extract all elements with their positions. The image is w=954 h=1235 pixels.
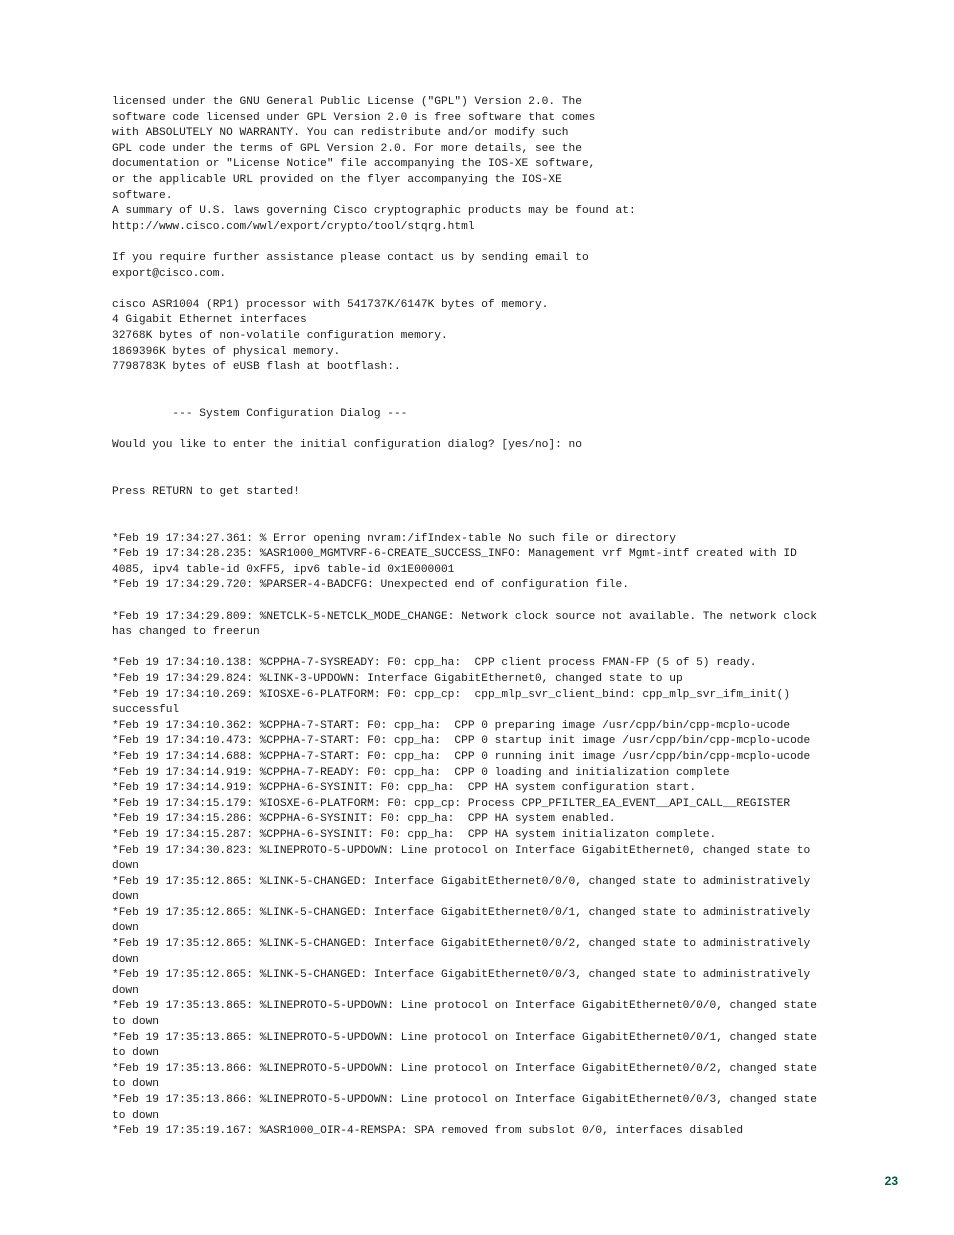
console-output-block <box>112 95 902 1140</box>
console-line: down <box>112 984 139 997</box>
console-line: licensed under the GNU General Public License ("GPL") Version 2.0. The <box>112 96 582 108</box>
console-line: software code licensed under GPL Version 2.0 is free software that comes <box>112 111 596 124</box>
console-line: *Feb 19 17:34:14.919: %CPPHA-7-READY: F0: cpp_ha: CPP 0 loading and initialization complete <box>112 766 730 779</box>
console-line <box>112 235 902 251</box>
console-line: A summary of U.S. laws governing Cisco cryptographic products may be found at: <box>112 205 636 218</box>
console-line: *Feb 19 17:35:12.865: %LINK-5-CHANGED: Interface GigabitEthernet0/0/3, changed state to administratively <box>112 969 811 982</box>
console-line: documentation or "License Notice" file accompanying the IOS-XE software, <box>112 158 596 171</box>
console-line: *Feb 19 17:34:14.919: %CPPHA-6-SYSINIT: F0: cpp_ha: CPP HA system configuration start. <box>112 782 697 795</box>
console-line: down <box>112 953 139 966</box>
console-line <box>112 422 902 438</box>
console-line: *Feb 19 17:34:10.269: %IOSXE-6-PLATFORM: F0: cpp_cp: cpp_mlp_svr_client_bind: cpp_mlp_svr_ifm_init() <box>112 688 791 701</box>
console-line: *Feb 19 17:35:12.865: %LINK-5-CHANGED: Interface GigabitEthernet0/0/0, changed state to administratively <box>112 875 811 888</box>
console-line: Would you like to enter the initial configuration dialog? [yes/no]: no <box>112 439 582 452</box>
console-line: --- System Configuration Dialog --- <box>112 407 408 420</box>
console-line <box>112 454 902 470</box>
console-line: *Feb 19 17:35:12.865: %LINK-5-CHANGED: Interface GigabitEthernet0/0/2, changed state to administratively <box>112 938 811 951</box>
console-line: *Feb 19 17:34:29.809: %NETCLK-5-NETCLK_MODE_CHANGE: Network clock source not available. The network clock <box>112 610 817 623</box>
console-line: *Feb 19 17:34:29.824: %LINK-3-UPDOWN: Interface GigabitEthernet0, changed state to up <box>112 672 683 685</box>
console-line: *Feb 19 17:35:19.167: %ASR1000_OIR-4-REMSPA: SPA removed from subslot 0/0, interfaces disabled <box>112 1125 744 1138</box>
console-line: down <box>112 922 139 935</box>
console-line: to down <box>112 1047 159 1060</box>
console-line <box>112 391 902 407</box>
console-line: 1869396K bytes of physical memory. <box>112 345 341 358</box>
console-line: has changed to freerun <box>112 626 260 639</box>
console-line: *Feb 19 17:34:10.362: %CPPHA-7-START: F0: cpp_ha: CPP 0 preparing image /usr/cpp/bin/cpp-mcplo-ucode <box>112 719 791 732</box>
console-line: *Feb 19 17:34:14.688: %CPPHA-7-START: F0: cpp_ha: CPP 0 running init image /usr/cpp/bin/cpp-mcplo-ucode <box>112 750 811 763</box>
console-line: Press RETURN to get started! <box>112 485 300 498</box>
console-line: or the applicable URL provided on the flyer accompanying the IOS-XE <box>112 173 562 186</box>
console-line: successful <box>112 704 180 717</box>
console-line <box>112 469 902 485</box>
console-line: down <box>112 891 139 904</box>
console-line: *Feb 19 17:34:10.473: %CPPHA-7-START: F0: cpp_ha: CPP 0 startup init image /usr/cpp/bin/cpp-mcplo-ucode <box>112 735 811 748</box>
console-line: 32768K bytes of non-volatile configuration memory. <box>112 329 448 342</box>
console-line: *Feb 19 17:34:27.361: % Error opening nvram:/ifIndex-table No such file or directory <box>112 532 676 545</box>
console-line: *Feb 19 17:34:15.179: %IOSXE-6-PLATFORM: F0: cpp_cp: Process CPP_PFILTER_EA_EVENT__API_CALL__REGISTER <box>112 797 791 810</box>
console-line: down <box>112 860 139 873</box>
console-line: *Feb 19 17:34:10.138: %CPPHA-7-SYSREADY: F0: cpp_ha: CPP client process FMAN-FP (5 of 5) ready. <box>112 657 757 670</box>
console-line <box>112 376 902 392</box>
console-line: with ABSOLUTELY NO WARRANTY. You can redistribute and/or modify such <box>112 127 569 140</box>
console-line: cisco ASR1004 (RP1) processor with 541737K/6147K bytes of memory. <box>112 298 549 311</box>
console-line: GPL code under the terms of GPL Version 2.0. For more details, see the <box>112 142 582 155</box>
console-line: *Feb 19 17:35:13.865: %LINEPROTO-5-UPDOWN: Line protocol on Interface GigabitEthernet0/0/1, changed state <box>112 1031 817 1044</box>
console-line: to down <box>112 1078 159 1091</box>
console-line <box>112 641 902 657</box>
console-line: *Feb 19 17:34:29.720: %PARSER-4-BADCFG: Unexpected end of configuration file. <box>112 579 629 592</box>
console-line: http://www.cisco.com/wwl/export/crypto/tool/stqrg.html <box>112 220 475 233</box>
console-line: to down <box>112 1109 159 1122</box>
console-line: *Feb 19 17:34:15.286: %CPPHA-6-SYSINIT: F0: cpp_ha: CPP HA system enabled. <box>112 813 616 826</box>
console-line: *Feb 19 17:35:12.865: %LINK-5-CHANGED: Interface GigabitEthernet0/0/1, changed state to administratively <box>112 906 811 919</box>
console-line: *Feb 19 17:35:13.866: %LINEPROTO-5-UPDOWN: Line protocol on Interface GigabitEthernet0/0/2, changed state <box>112 1062 817 1075</box>
console-line <box>112 500 902 516</box>
console-line <box>112 516 902 532</box>
console-line: *Feb 19 17:34:15.287: %CPPHA-6-SYSINIT: F0: cpp_ha: CPP HA system initializaton complete. <box>112 828 717 841</box>
console-line: 4 Gigabit Ethernet interfaces <box>112 314 307 327</box>
console-line: *Feb 19 17:35:13.865: %LINEPROTO-5-UPDOWN: Line protocol on Interface GigabitEthernet0/0/0, changed state <box>112 1000 817 1013</box>
console-line: to down <box>112 1016 159 1029</box>
console-line: 4085, ipv4 table-id 0xFF5, ipv6 table-id 0x1E000001 <box>112 563 455 576</box>
console-line: *Feb 19 17:35:13.866: %LINEPROTO-5-UPDOWN: Line protocol on Interface GigabitEthernet0/0/3, changed state <box>112 1094 817 1106</box>
console-line <box>112 594 902 610</box>
console-line <box>112 282 902 298</box>
console-line: *Feb 19 17:34:28.235: %ASR1000_MGMTVRF-6-CREATE_SUCCESS_INFO: Management vrf Mgmt-intf created with ID <box>112 548 797 561</box>
console-line: 7798783K bytes of eUSB flash at bootflash:. <box>112 361 401 374</box>
console-line: *Feb 19 17:34:30.823: %LINEPROTO-5-UPDOWN: Line protocol on Interface GigabitEthernet0, changed state to <box>112 844 811 857</box>
page-number: 23 <box>884 1174 898 1188</box>
console-line: software. <box>112 189 173 202</box>
console-line: export@cisco.com. <box>112 267 227 280</box>
console-line: If you require further assistance please contact us by sending email to <box>112 251 589 264</box>
